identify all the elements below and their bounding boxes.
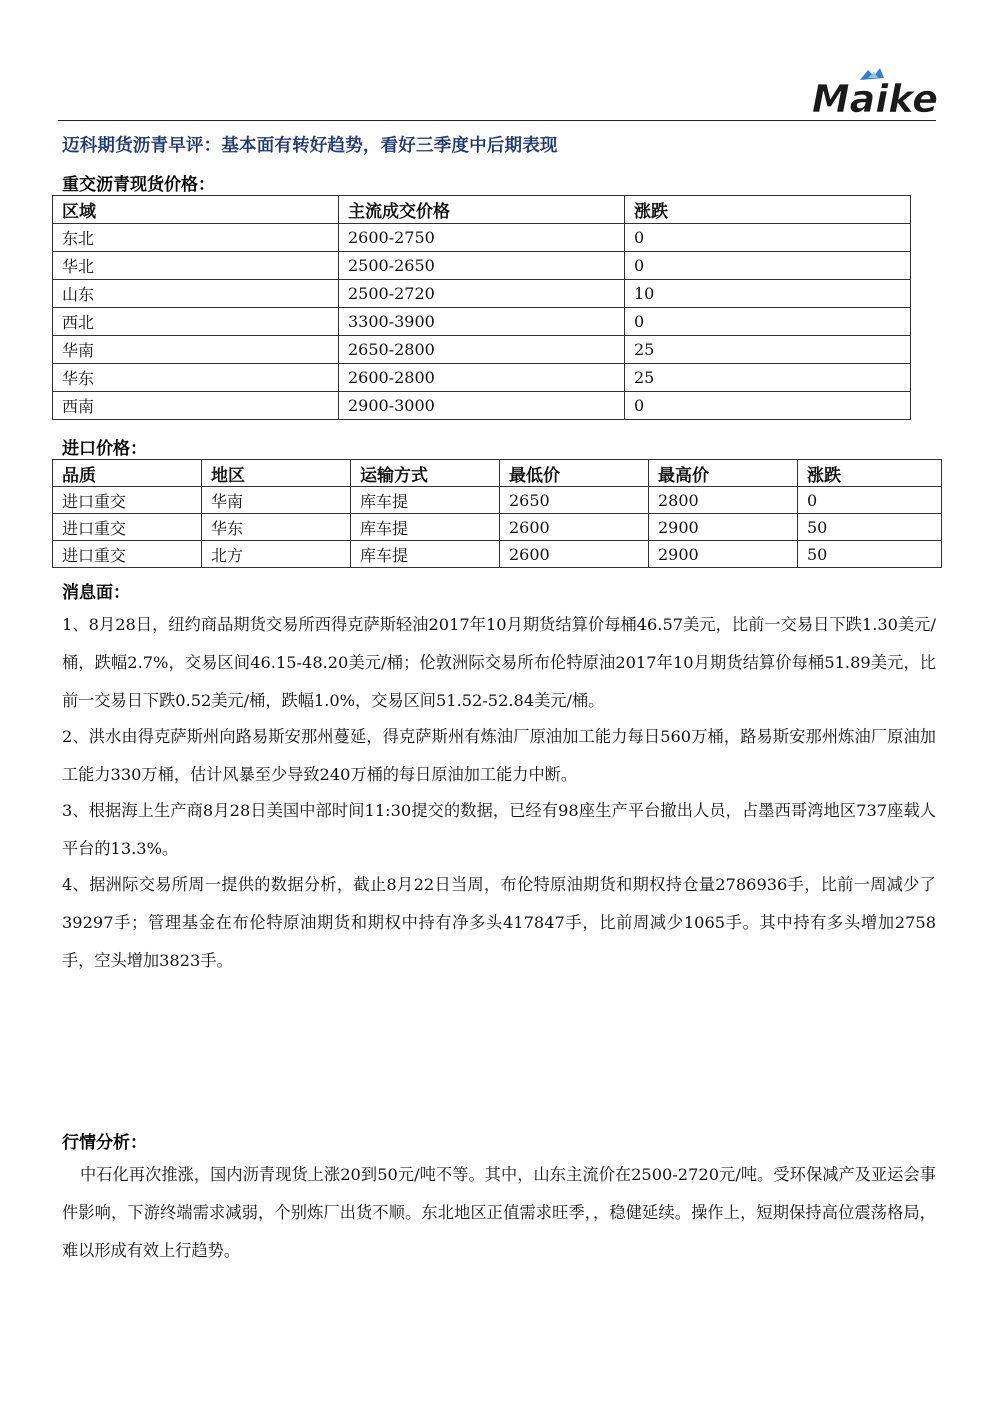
import-price-table: [52, 459, 942, 568]
import-price-label: 进口价格：: [62, 439, 147, 459]
change-cell: 0: [798, 487, 942, 514]
news-item-4: 4、据洲际交易所周一提供的数据分析，截止8月22日当周，布伦特原油期货和期权持仓量2786936手，比前一周减少了39297手；管理基金在布伦特原油期货和期权中持有净多头417847手，比前周减少1065手。其中持有多头增加2758手，空头增加3823手。: [62, 875, 936, 970]
table-row: [53, 336, 911, 364]
news-label: 消息面：: [62, 583, 130, 603]
price-cell: 3300-3900: [339, 308, 625, 336]
table-row: [53, 364, 911, 392]
header-rule: [58, 120, 936, 121]
change-cell: 0: [625, 252, 911, 280]
price-cell: 2650-2800: [339, 336, 625, 364]
change-cell: 50: [798, 514, 942, 541]
region-cell: 西北: [53, 308, 339, 336]
region-cell: 华北: [53, 252, 339, 280]
quality-cell: 进口重交: [53, 487, 202, 514]
high-price-cell: 2900: [649, 541, 798, 568]
news-item-2: 2、洪水由得克萨斯州向路易斯安那州蔓延，得克萨斯州有炼油厂原油加工能力每日560万桶，路易斯安那州炼油厂原油加工能力330万桶，估计风暴至少导致240万桶的每日原油加工能力中断。: [62, 727, 936, 784]
low-price-cell: 2600: [500, 514, 649, 541]
change-cell: 25: [625, 364, 911, 392]
news-item-1: 1、8月28日，纽约商品期货交易所西得克萨斯轻油2017年10月期货结算价每桶46.57美元，比前一交易日下跌1.30美元/桶，跌幅2.7%，交易区间46.15-48.20美元/桶；伦敦洲际交易所布伦特原油2017年10月期货结算价每桶51.89美元，比前一交易日下跌0.52美元/桶，跌幅1.0%，交易区间51.52-52.84美元/桶。: [62, 615, 936, 710]
header-cell: 区域: [53, 196, 339, 224]
transport-cell: 库车提: [351, 541, 500, 568]
news-item-3: 3、根据海上生产商8月28日美国中部时间11:30提交的数据，已经有98座生产平台撤出人员，占墨西哥湾地区737座载人平台的13.3%。: [62, 801, 936, 858]
table-row: [53, 514, 942, 541]
analysis-text: 中石化再次推涨，国内沥青现货上涨20到50元/吨不等。其中，山东主流价在2500-2720元/吨。受环保减产及亚运会事件影响，下游终端需求减弱，个别炼厂出货不顺。东北地区正值需求旺季，，稳健延续。操作上，短期保持高位震荡格局，难以形成有效上行趋势。: [62, 1165, 936, 1260]
price-cell: 2600-2750: [339, 224, 625, 252]
table-row: [53, 252, 911, 280]
header-cell: 主流成交价格: [339, 196, 625, 224]
header-cell: 地区: [202, 460, 351, 487]
change-cell: 0: [625, 308, 911, 336]
table-row: [53, 487, 942, 514]
low-price-cell: 2600: [500, 541, 649, 568]
price-cell: 2900-3000: [339, 392, 625, 420]
table-row: [53, 541, 942, 568]
high-price-cell: 2900: [649, 514, 798, 541]
region-cell: 华南: [202, 487, 351, 514]
transport-cell: 库车提: [351, 514, 500, 541]
quality-cell: 进口重交: [53, 541, 202, 568]
change-cell: 0: [625, 392, 911, 420]
spot-price-label: 重交沥青现货价格：: [62, 175, 215, 195]
header-cell: 品质: [53, 460, 202, 487]
region-cell: 华南: [53, 336, 339, 364]
region-cell: 山东: [53, 280, 339, 308]
change-cell: 25: [625, 336, 911, 364]
transport-cell: 库车提: [351, 487, 500, 514]
table-row: [53, 308, 911, 336]
quality-cell: 进口重交: [53, 514, 202, 541]
table-row: [53, 280, 911, 308]
price-cell: 2500-2720: [339, 280, 625, 308]
header-cell: 最高价: [649, 460, 798, 487]
change-cell: 50: [798, 541, 942, 568]
header-cell: 涨跌: [625, 196, 911, 224]
page-title: 迈科期货沥青早评：基本面有转好趋势，看好三季度中后期表现: [62, 136, 558, 156]
price-cell: 2600-2800: [339, 364, 625, 392]
price-cell: 2500-2650: [339, 252, 625, 280]
analysis-label: 行情分析：: [62, 1133, 147, 1153]
table-header-row: [53, 460, 942, 487]
header-cell: 涨跌: [798, 460, 942, 487]
table-row: [53, 224, 911, 252]
table-row: [53, 392, 911, 420]
change-cell: 0: [625, 224, 911, 252]
svg-text:Maike: Maike: [811, 77, 938, 121]
change-cell: 10: [625, 280, 911, 308]
table-header-row: [53, 196, 911, 224]
header-cell: 运输方式: [351, 460, 500, 487]
region-cell: 西南: [53, 392, 339, 420]
spot-price-table: [52, 195, 911, 420]
high-price-cell: 2800: [649, 487, 798, 514]
region-cell: 东北: [53, 224, 339, 252]
maike-logo: [790, 66, 940, 122]
header-cell: 最低价: [500, 460, 649, 487]
low-price-cell: 2650: [500, 487, 649, 514]
region-cell: 华东: [202, 514, 351, 541]
region-cell: 华东: [53, 364, 339, 392]
region-cell: 北方: [202, 541, 351, 568]
